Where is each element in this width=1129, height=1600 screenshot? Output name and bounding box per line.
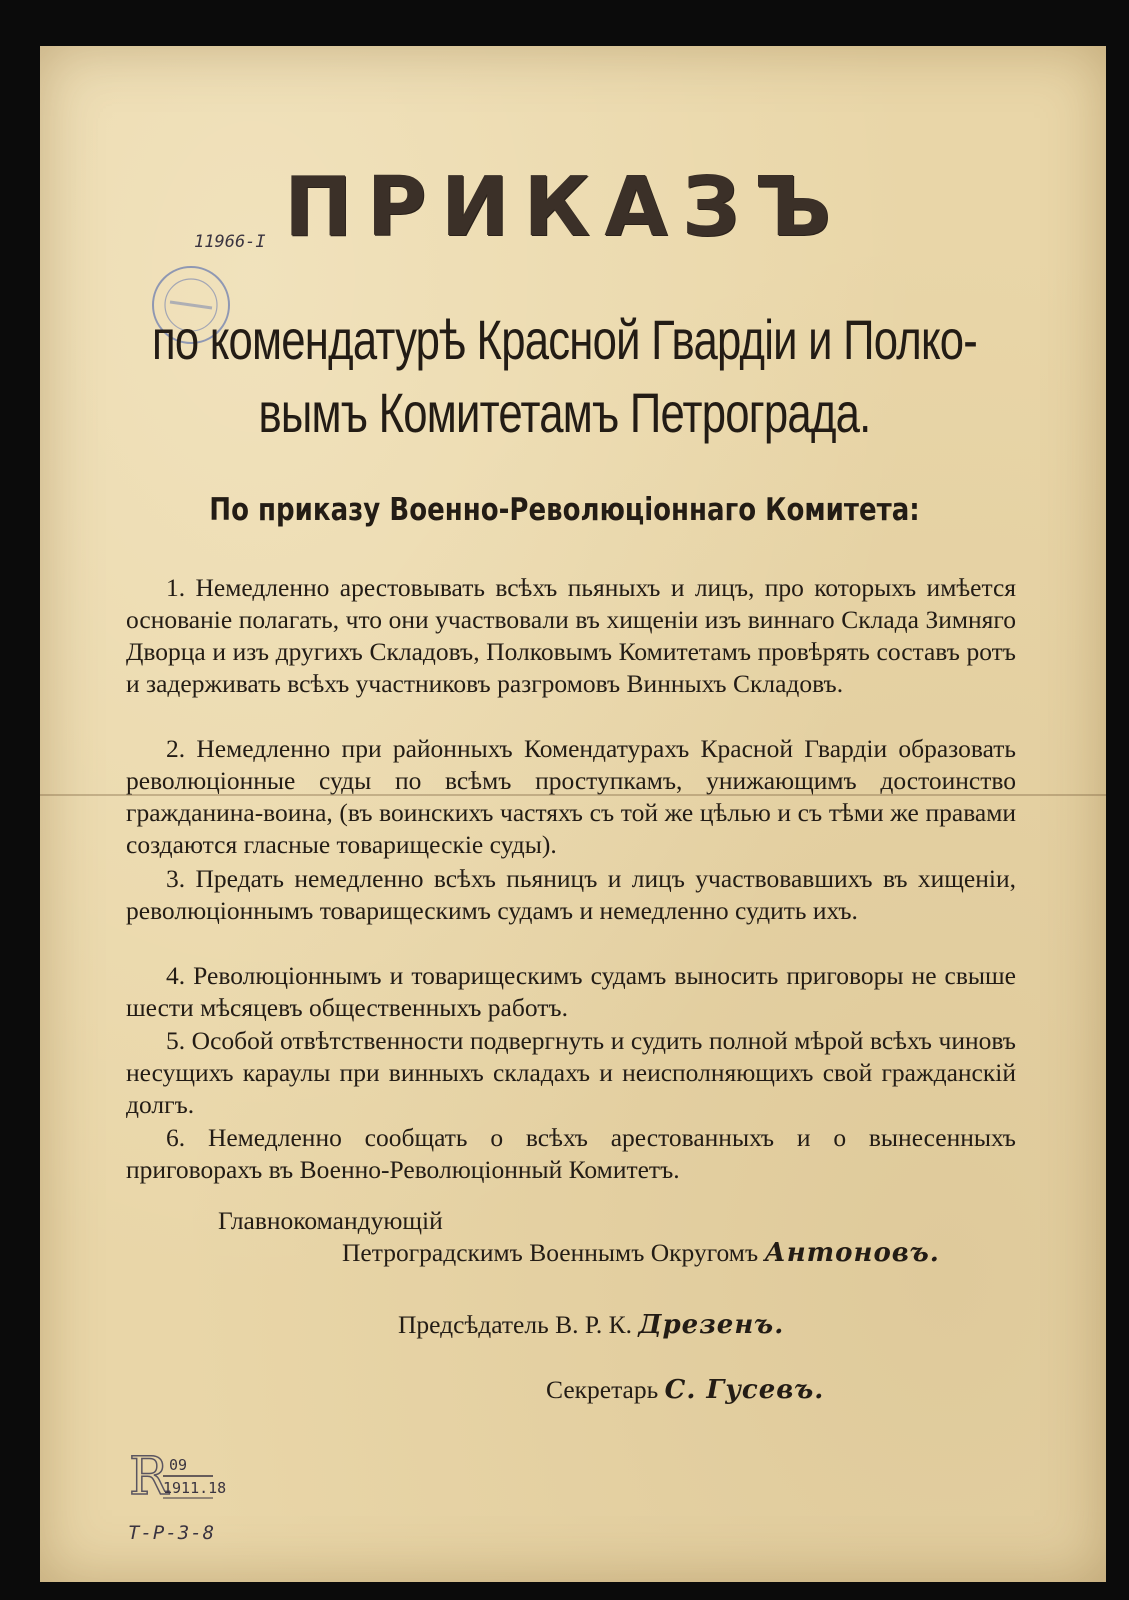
- svg-text:R: R: [129, 1447, 169, 1507]
- commander-title: Главнокомандующій: [218, 1206, 443, 1235]
- inventory-number-bottom: T-P-3-8: [128, 1522, 216, 1544]
- secretary-title: Секретарь: [546, 1375, 659, 1404]
- order-item-2: 2. Немедленно при районныхъ Комендатурахъ Красной Гвардіи образовать революціонные суды по всѣмъ проступкамъ, унижающимъ достоинство гражданина-воина, (въ воинскихъ частяхъ съ той же цѣлью и съ тѣми же правами создаются гласные товарищескіе суды).: [126, 734, 1016, 859]
- archive-r-stamp-icon: [125, 1447, 227, 1507]
- inventory-number-top: 11966-I: [194, 232, 266, 252]
- chairman-signature-line: [398, 1310, 784, 1340]
- commander-name: Антоновъ.: [764, 1238, 940, 1268]
- commander-title-2: Петроградскимъ Военнымъ Округомъ: [342, 1238, 759, 1267]
- header-line-1: по комендатурѣ Красной Гвардіи и Полко-: [151, 308, 978, 371]
- chairman-name: Дрезенъ.: [638, 1310, 785, 1340]
- order-intro: По приказу Военно-Революціоннаго Комитета:: [209, 492, 920, 528]
- poster-title: ПРИКАЗЪ: [283, 160, 846, 255]
- commander-signature-line: [342, 1238, 940, 1268]
- order-item-5: 5. Особой отвѣтственности подвергнуть и судить полной мѣрой всѣхъ чиновъ несущихъ караулы при винныхъ складахъ и неисполняющихъ свой гражданскій долгъ.: [126, 1026, 1016, 1119]
- chairman-title: Предсѣдатель В. Р. К.: [398, 1310, 632, 1339]
- secretary-name: С. Гусевъ.: [664, 1375, 825, 1405]
- header-line-2: вымъ Комитетамъ Петрограда.: [258, 381, 871, 444]
- secretary-signature-line: [546, 1375, 824, 1405]
- archive-stamp-code: 09: [169, 1456, 188, 1474]
- order-item-3: 3. Предать немедленно всѣхъ пьяницъ и лицъ участвовавшихъ въ хищеніи, революціоннымъ товарищескимъ судамъ и немедленно судить ихъ.: [126, 864, 1016, 925]
- order-item-6: 6. Немедленно сообщать о всѣхъ арестованныхъ и о вынесенныхъ приговорахъ въ Военно-Революціонный Комитетъ.: [126, 1123, 1016, 1184]
- order-item-1: 1. Немедленно арестовывать всѣхъ пьяныхъ и лицъ, про которыхъ имѣется основаніе полагать, что они участвовали въ хищеніи изъ виннаго Склада Зимняго Дворца и изъ другихъ Складовъ, Полковымъ Комитетамъ провѣрять составъ ротъ и задерживать всѣхъ участниковъ разгромовъ Винныхъ Складовъ.: [126, 573, 1016, 698]
- archive-stamp-number: 1911.18: [163, 1479, 227, 1497]
- order-item-4: 4. Революціоннымъ и товарищескимъ судамъ выносить приговоры не свыше шести мѣсяцевъ общественныхъ работъ.: [126, 961, 1016, 1022]
